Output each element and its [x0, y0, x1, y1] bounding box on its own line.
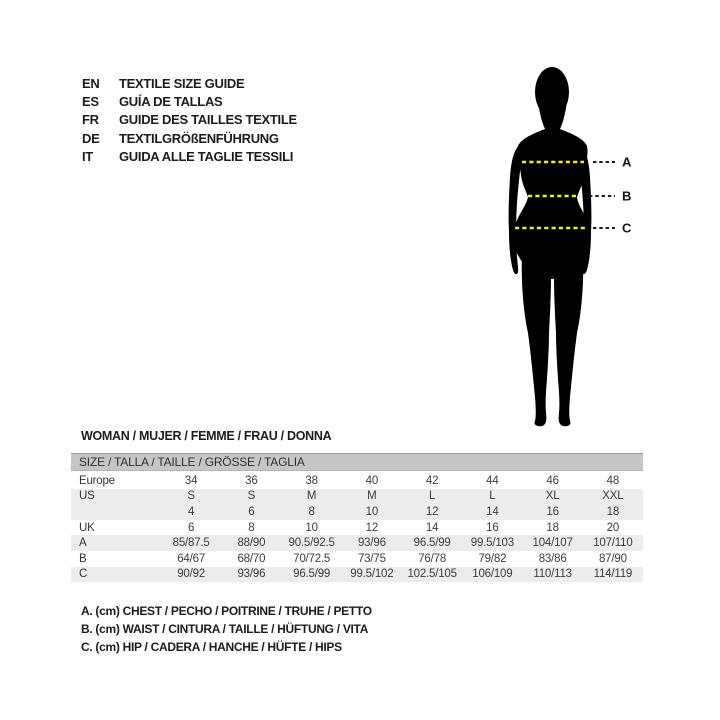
language-code: FR — [82, 112, 99, 128]
language-title-item — [82, 129, 297, 147]
size-cell: 64/67 — [177, 552, 206, 565]
size-cell: 6 — [188, 521, 195, 534]
size-cell: 48 — [606, 474, 620, 487]
size-cell: 76/78 — [418, 552, 447, 565]
size-cell: 99.5/102 — [350, 568, 394, 581]
gender-heading: WOMAN / MUJER / FEMME / FRAU / DONNA — [81, 429, 332, 443]
size-row-label: A — [79, 537, 87, 550]
size-cell: 96.5/99 — [413, 537, 451, 550]
size-cell: 93/96 — [237, 568, 266, 581]
size-cell: 38 — [305, 474, 318, 487]
size-cell: M — [367, 490, 377, 503]
size-table-body — [71, 473, 643, 582]
silhouette-left-leg — [522, 255, 551, 426]
size-table-header: SIZE / TALLA / TAILLE / GRÖSSE / TAGLIA — [71, 453, 643, 471]
size-cell: 85/87.5 — [172, 537, 210, 550]
size-cell: 14 — [425, 521, 439, 534]
size-table-row — [71, 489, 643, 505]
size-cell: 90/92 — [177, 568, 206, 581]
language-title-item — [82, 111, 297, 129]
language-code: IT — [82, 149, 93, 165]
size-row-label: C — [79, 568, 88, 581]
size-cell: XXL — [602, 490, 624, 503]
size-cell: L — [489, 490, 496, 503]
size-cell: 36 — [245, 474, 258, 487]
woman-silhouette — [509, 67, 592, 426]
marker-label-c: C — [622, 220, 632, 236]
size-row-label — [71, 504, 161, 520]
size-cell: 114/119 — [593, 568, 633, 581]
language-title: TEXTILE SIZE GUIDE — [119, 75, 245, 91]
marker-label-a: A — [622, 154, 632, 170]
size-cell: 18 — [546, 521, 559, 534]
size-cell: 110/113 — [533, 568, 572, 581]
language-title: TEXTILGRÖßENFÜHRUNG — [119, 130, 279, 146]
language-code: ES — [82, 94, 99, 110]
size-row-label: B — [79, 552, 87, 565]
size-cell: 102.5/105 — [407, 568, 457, 581]
size-table — [71, 453, 643, 582]
size-cell: 18 — [606, 505, 620, 518]
size-table-row — [71, 504, 643, 520]
size-cell: 4 — [188, 505, 195, 518]
size-cell: 106/109 — [472, 568, 513, 581]
size-cell: 96.5/99 — [293, 568, 331, 581]
size-cell: 16 — [546, 505, 559, 518]
size-cell: 10 — [365, 505, 379, 518]
legend-item: A. (cm) CHEST / PECHO / POITRINE / TRUHE / PETTO — [81, 604, 372, 618]
size-table-row — [71, 473, 643, 489]
language-title: GUIDE DES TAILLES TEXTILE — [119, 112, 297, 128]
size-cell: 12 — [365, 521, 379, 534]
size-table-row — [71, 535, 643, 551]
legend-item: B. (cm) WAIST / CINTURA / TAILLE / HÜFTUNG / VITA — [81, 622, 369, 636]
language-title-item — [82, 92, 297, 110]
size-row-label: US — [79, 490, 95, 503]
language-code: DE — [82, 130, 100, 146]
size-cell: 20 — [606, 521, 620, 534]
size-cell: 68/70 — [237, 552, 266, 565]
size-cell: 12 — [425, 505, 439, 518]
size-cell: 87/90 — [598, 552, 627, 565]
marker-label-b: B — [622, 188, 632, 204]
language-title: GUÍA DE TALLAS — [119, 94, 223, 110]
language-title-list — [82, 74, 297, 166]
size-row-label: Europe — [79, 474, 115, 487]
silhouette-neck — [538, 101, 567, 131]
size-cell: 107/110 — [593, 537, 633, 550]
language-title-item — [82, 74, 297, 92]
size-cell: 40 — [365, 474, 379, 487]
size-cell: 34 — [184, 474, 198, 487]
size-cell: 44 — [486, 474, 499, 487]
size-cell: 83/86 — [538, 552, 567, 565]
size-cell: 8 — [308, 505, 315, 518]
size-cell: 42 — [425, 474, 439, 487]
measurement-legend — [81, 602, 372, 656]
size-cell: 99.5/103 — [470, 537, 514, 550]
woman-silhouette-figure — [502, 65, 652, 429]
size-table-row — [71, 567, 643, 583]
size-cell: 73/75 — [357, 552, 386, 565]
size-row-label: UK — [79, 521, 95, 534]
size-cell: 93/96 — [357, 537, 386, 550]
size-cell: XL — [545, 490, 560, 503]
size-cell: 104/107 — [532, 537, 573, 550]
size-cell: 90.5/92.5 — [288, 537, 335, 550]
size-cell: 8 — [248, 521, 255, 534]
size-cell: 70/72.5 — [293, 552, 331, 565]
language-title-item — [82, 148, 297, 166]
language-code: EN — [82, 75, 100, 91]
legend-item: C. (cm) HIP / CADERA / HANCHE / HÜFTE / HIPS — [81, 640, 342, 654]
size-cell: 46 — [546, 474, 559, 487]
language-title: GUIDA ALLE TAGLIE TESSILI — [119, 149, 294, 165]
size-cell: 79/82 — [478, 552, 507, 565]
size-cell: 88/90 — [237, 537, 266, 550]
size-table-row — [71, 520, 643, 536]
size-table-row — [71, 551, 643, 567]
size-cell: M — [306, 490, 317, 503]
size-cell: 16 — [486, 521, 499, 534]
size-cell: 10 — [305, 521, 318, 534]
size-grid — [71, 473, 643, 582]
silhouette-right-leg — [554, 255, 583, 426]
size-cell: 14 — [486, 505, 499, 518]
size-cell: 6 — [248, 505, 255, 518]
size-cell: S — [247, 490, 256, 503]
size-cell: S — [187, 490, 195, 503]
size-cell: L — [429, 490, 436, 503]
